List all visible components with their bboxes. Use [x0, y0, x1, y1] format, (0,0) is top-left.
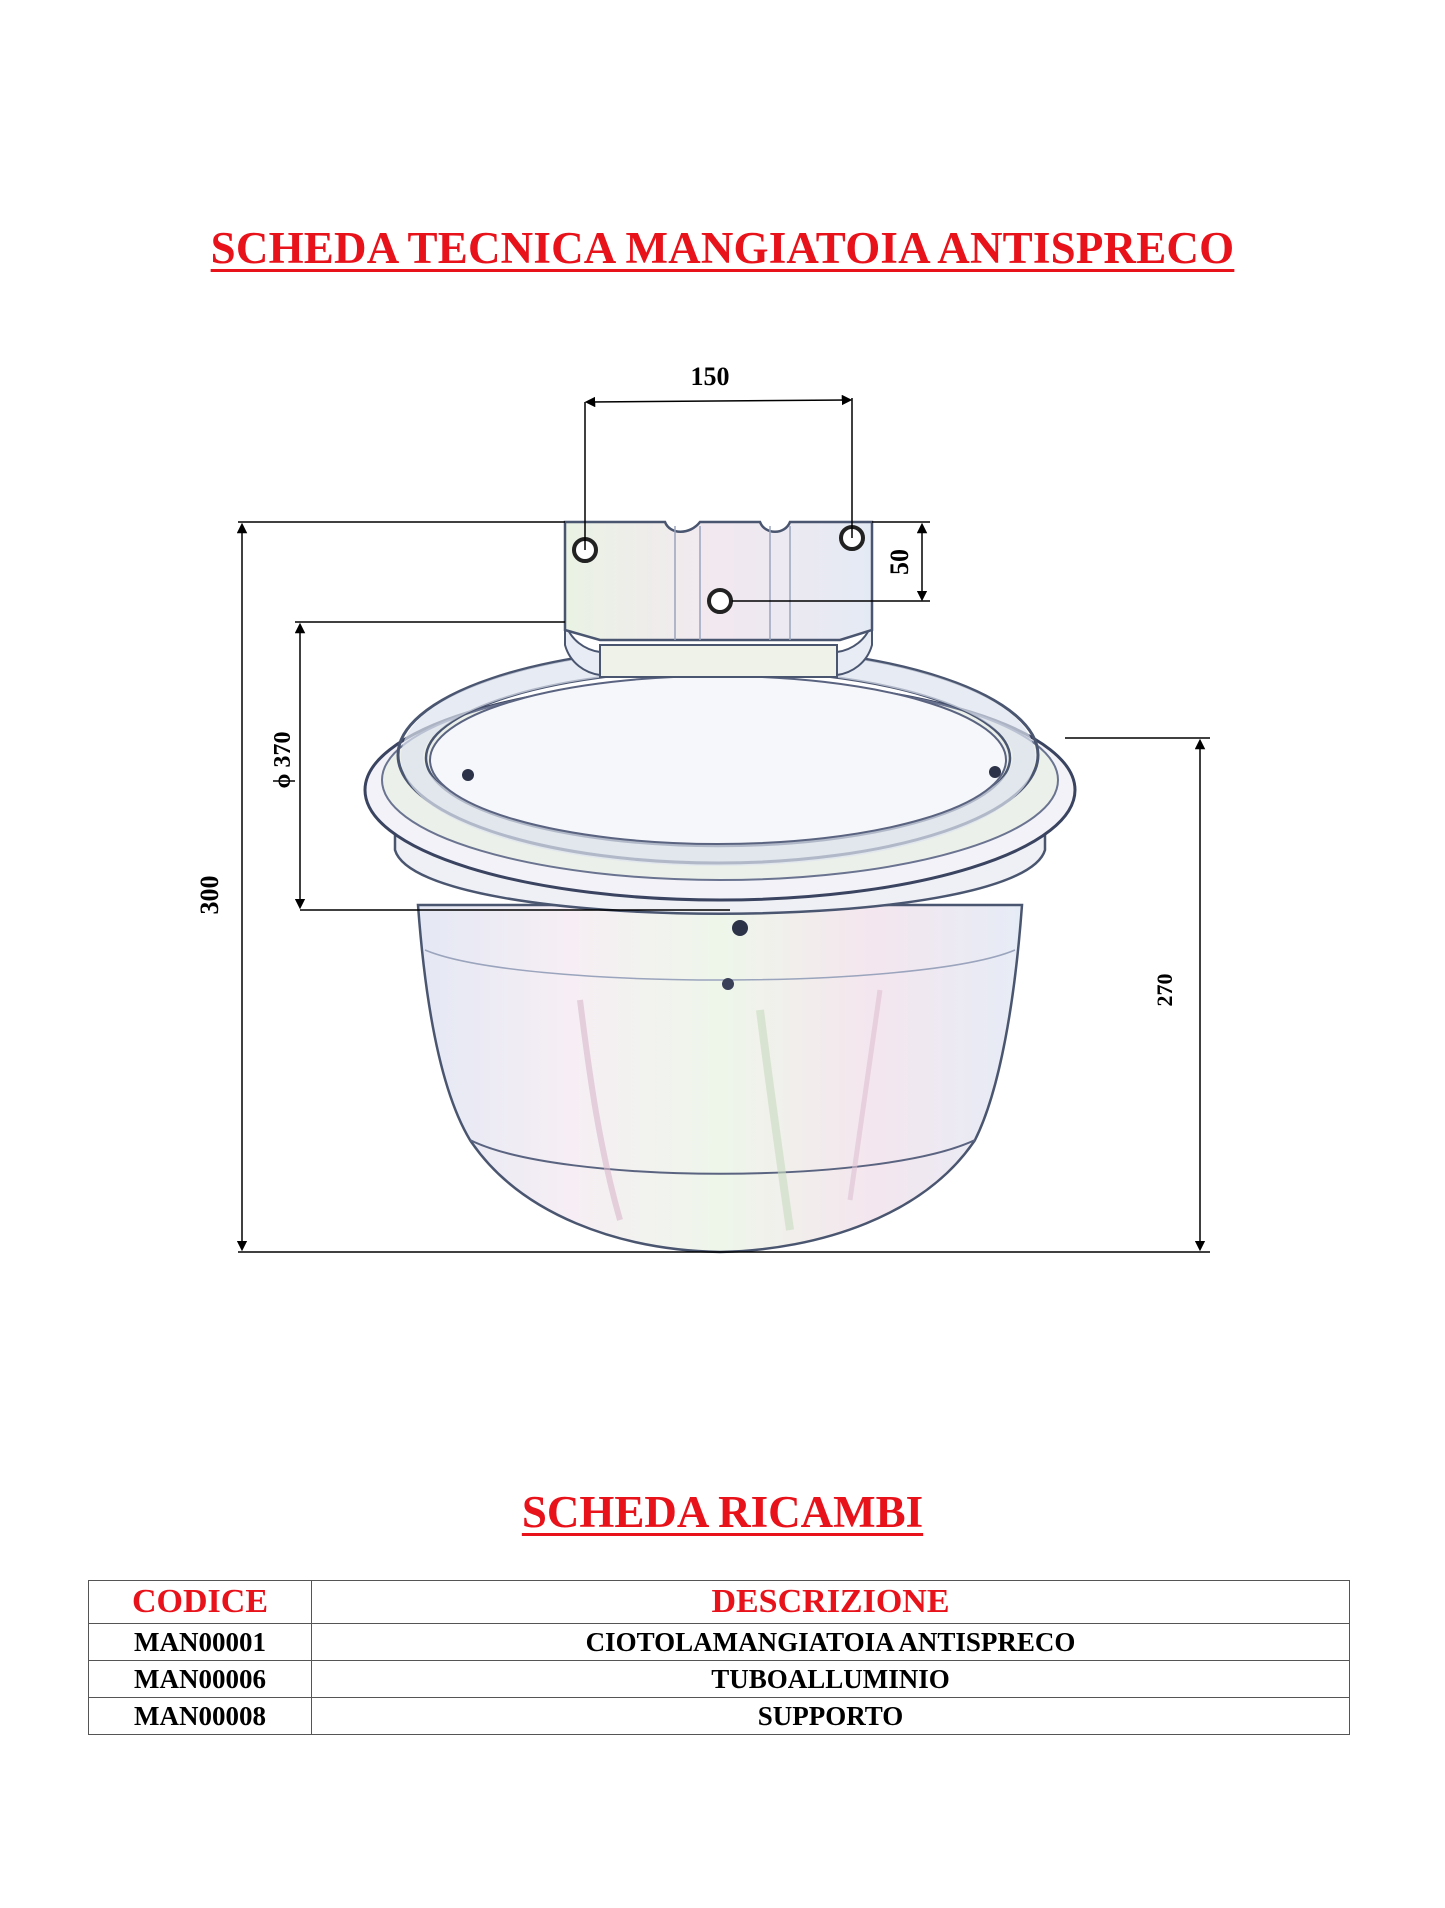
row-code: MAN00001: [89, 1624, 312, 1661]
table-row: [89, 1661, 1350, 1698]
row-code: MAN00008: [89, 1698, 312, 1735]
table-header-row: [89, 1581, 1350, 1624]
table-row: [89, 1698, 1350, 1735]
spares-title: SCHEDA RICAMBI: [521, 1487, 924, 1537]
dimension-diameter-label: ϕ 370: [270, 731, 296, 789]
row-code: MAN00006: [89, 1661, 312, 1698]
bowl-body: [418, 905, 1022, 1252]
row-description: TUBOALLUMINIO: [312, 1661, 1350, 1698]
row-description: CIOTOLAMANGIATOIA ANTISPRECO: [312, 1624, 1350, 1661]
column-header-description: DESCRIZIONE: [312, 1581, 1350, 1624]
spares-table: [88, 1580, 1350, 1735]
dimension-150-label: 150: [690, 362, 730, 391]
page-title: SCHEDA TECNICA MANGIATOIA ANTISPRECO: [210, 223, 1235, 273]
dimension-270-label: 270: [1152, 973, 1177, 1007]
dimension-300-label: 300: [195, 875, 224, 915]
dimension-50-label: 50: [885, 549, 914, 575]
table-row: [89, 1624, 1350, 1661]
aluminium-tube-ring: [398, 647, 1038, 863]
support-bracket: [565, 522, 872, 677]
row-description: SUPPORTO: [312, 1698, 1350, 1735]
column-header-code: CODICE: [89, 1581, 312, 1624]
